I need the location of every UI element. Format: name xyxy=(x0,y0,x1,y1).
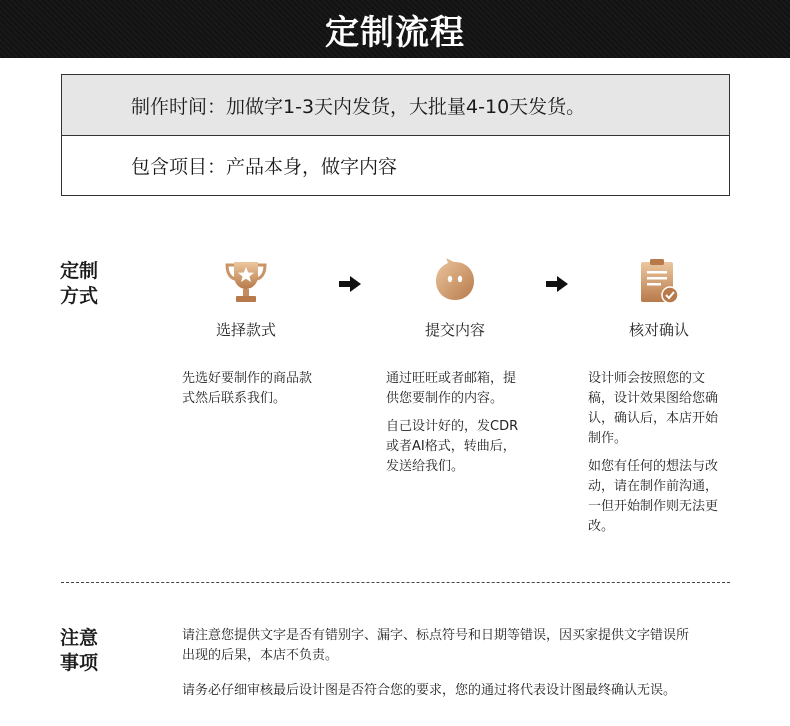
desc-line: 稿，设计效果图给您确 xyxy=(588,391,719,406)
desc-line: 或者AI格式，转曲后， xyxy=(386,439,516,454)
desc-line: 动，请在制作前沟通， xyxy=(588,479,719,494)
notes-label-line2: 事项 xyxy=(60,652,99,674)
chat-bubble-icon xyxy=(430,256,480,306)
notes-content xyxy=(182,626,737,701)
custom-method-label-line1: 定制 xyxy=(60,260,99,282)
desc-line: 发送给我们。 xyxy=(386,459,465,474)
notes-label xyxy=(60,626,98,676)
step-submit-content-title: 提交内容 xyxy=(424,321,485,339)
custom-method-label xyxy=(60,259,98,309)
desc-line: 一但开始制作则无法更 xyxy=(588,499,719,514)
step-check-confirm xyxy=(559,256,759,340)
desc-line: 供您要制作的内容。 xyxy=(386,391,504,406)
desc-line: 制作。 xyxy=(588,431,628,446)
desc-line: 设计师会按照您的文 xyxy=(588,371,706,386)
step-check-confirm-title: 核对确认 xyxy=(628,321,689,339)
production-time-row: 制作时间：加做字1-3天内发货，大批量4-10天发货。 xyxy=(62,75,729,136)
page-header xyxy=(0,0,790,58)
desc-line: 式然后联系我们。 xyxy=(182,391,287,406)
info-table xyxy=(61,74,730,196)
step-submit-content-description xyxy=(386,369,536,485)
trophy-icon xyxy=(221,256,271,306)
note-1-line1: 请注意您提供文字是否有错别字、漏字、标点符号和日期等错误，因买家提供文字错误所 xyxy=(182,628,690,643)
note-1-line2: 出现的后果，本店不负责。 xyxy=(182,648,339,663)
desc-line: 如您有任何的想法与改 xyxy=(588,459,719,474)
step-choose-style-description xyxy=(182,369,342,417)
step-choose-style xyxy=(146,256,346,340)
note-2: 请务必仔细审核最后设计图是否符合您的要求，您的通过将代表设计图最终确认无误。 xyxy=(182,683,677,698)
step-choose-style-title: 选择款式 xyxy=(215,321,276,339)
desc-line: 认，确认后，本店开始 xyxy=(588,411,719,426)
desc-line: 改。 xyxy=(588,519,615,534)
clipboard-check-icon xyxy=(634,256,684,306)
desc-line: 通过旺旺或者邮箱，提 xyxy=(386,371,517,386)
custom-method-label-line2: 方式 xyxy=(60,285,99,307)
note-1 xyxy=(182,626,737,666)
included-items-row: 包含项目：产品本身，做字内容 xyxy=(62,136,729,195)
page-title: 定制流程 xyxy=(325,12,465,53)
desc-line: 先选好要制作的商品款 xyxy=(182,371,313,386)
dashed-divider xyxy=(61,582,730,583)
notes-label-line1: 注意 xyxy=(60,627,99,649)
step-check-confirm-description xyxy=(588,369,733,545)
desc-line: 自己设计好的，发CDR xyxy=(386,419,519,434)
step-submit-content xyxy=(355,256,555,340)
